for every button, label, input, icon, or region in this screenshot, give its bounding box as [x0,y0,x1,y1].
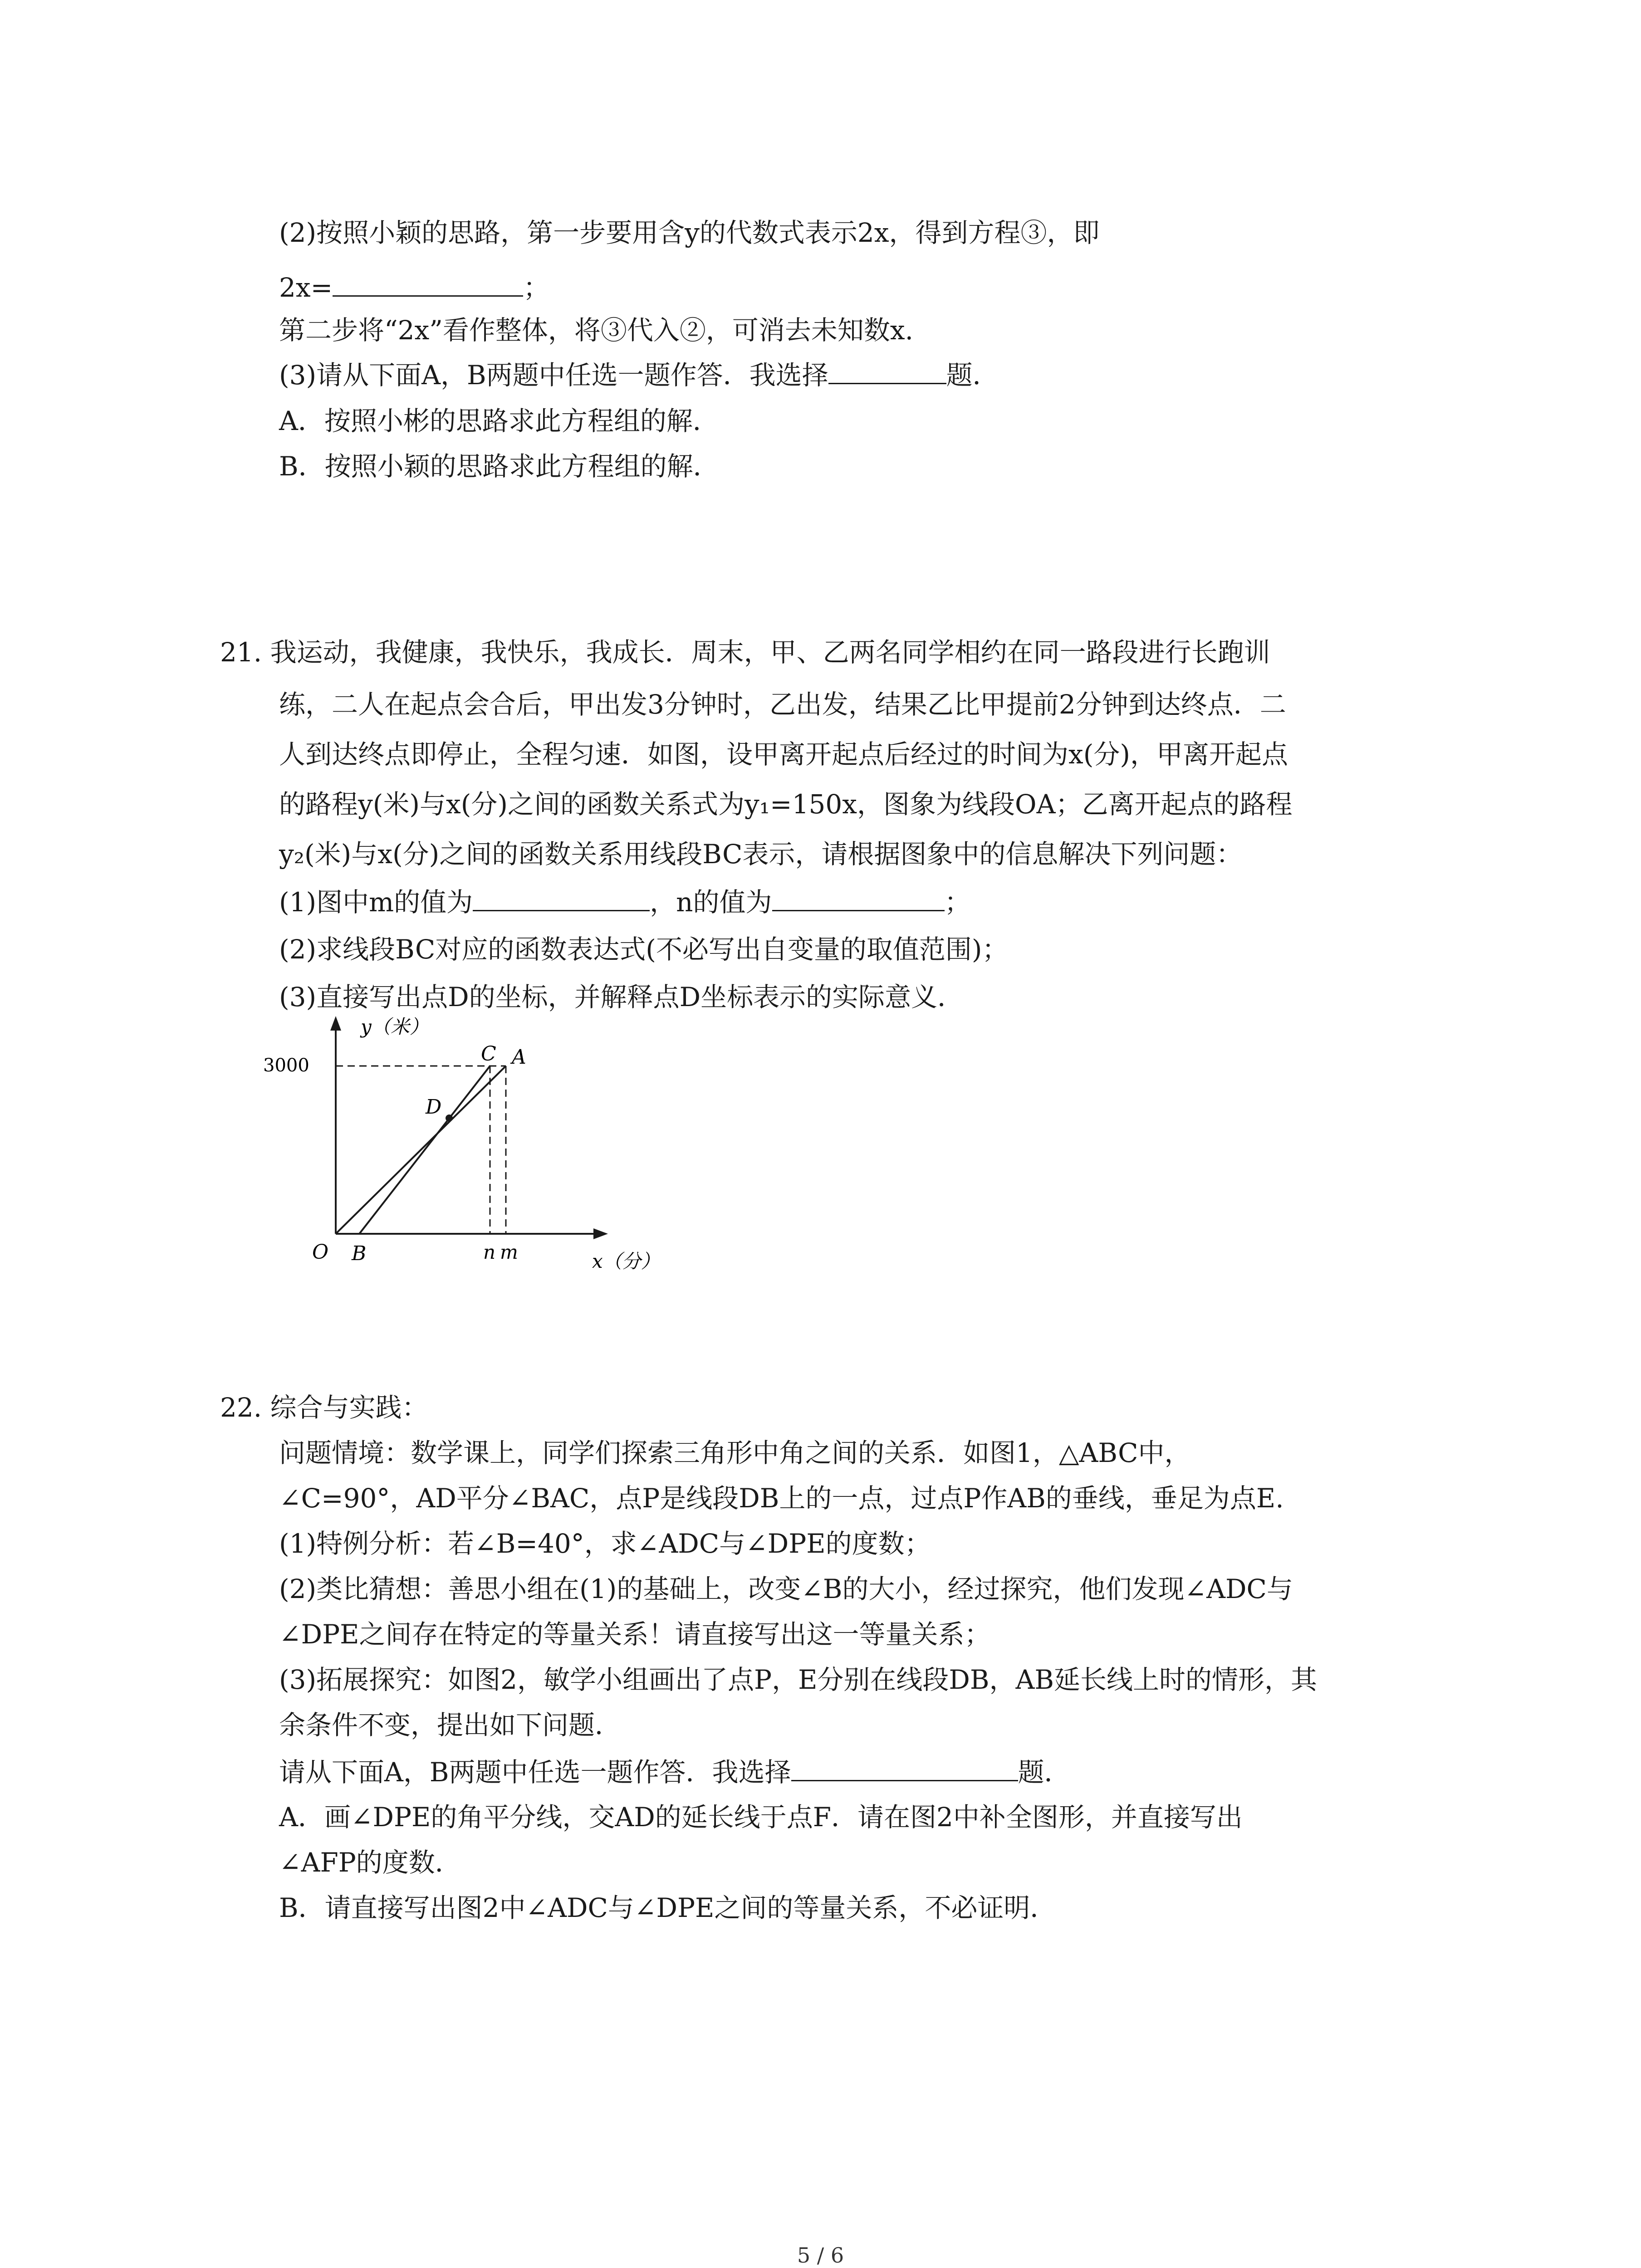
q22-line9 [279,1755,1071,1789]
q21-part1-a: (1)图中m的值为 [279,887,473,918]
q20-part3-suffix: 题． [946,360,999,391]
q22-option-a-line2: ∠AFP的度数． [279,1847,461,1878]
q21-part1-c: ； [944,887,971,918]
q20-part2-equation [279,270,549,305]
q20-part2-line3: 第二步将“2x”看作整体，将③代入②，可消去未知数x. [279,315,914,346]
q22-option-b: B．请直接写出图2中∠ADC与∠DPE之间的等量关系，不必证明． [279,1892,1057,1923]
q22-line3: ∠C=90°，AD平分∠BAC，点P是线段DB上的一点，过点P作AB的垂线，垂足为点E. [279,1483,1284,1514]
q21-part1-b: ，n的值为 [650,887,772,918]
q22-line5: (2)类比猜想：善思小组在(1)的基础上，改变∠B的大小，经过探究，他们发现∠ADC与 [279,1574,1293,1604]
q21-line1: 21. 我运动，我健康，我快乐，我成长．周末，甲、乙两名同学相约在同一路段进行长跑训 [220,637,1270,668]
q20-eq-prefix: 2x= [279,272,333,303]
point-C-label: C [481,1042,496,1066]
q20-option-a: A．按照小彬的思路求此方程组的解． [279,406,719,436]
q22-line6: ∠DPE之间存在特定的等量关系！请直接写出这一等量关系； [279,1619,991,1650]
point-B-label: B [352,1242,367,1265]
q20-option-b: B．按照小颖的思路求此方程组的解． [279,451,720,482]
x-axis-label: x（分） [592,1250,660,1272]
q21-part2: (2)求线段BC对应的函数表达式(不必写出自变量的取值范围)； [279,934,1009,965]
y-axis-arrow [330,1016,341,1031]
q22-line4: (1)特例分析：若∠B=40°，求∠ADC与∠DPE的度数； [279,1528,931,1559]
q22-line2: 问题情境：数学课上，同学们探索三角形中角之间的关系．如图1，△ABC中， [279,1437,1191,1468]
q22-line7: (3)拓展探究：如图2，敏学小组画出了点P，E分别在线段DB，AB延长线上时的情形，其 [279,1664,1318,1695]
q20-choice-blank[interactable] [828,357,946,384]
q21-m-blank[interactable] [473,885,650,911]
x-axis-arrow [593,1228,608,1239]
q22-line1: 22. 综合与实践： [220,1392,428,1423]
q21-n-blank[interactable] [772,885,945,911]
q20-eq-suffix: ； [523,272,550,303]
q20-part2-line1: (2)按照小颖的思路，第一步要用含y的代数式表示2x，得到方程③，即 [279,217,1100,248]
tick-m-label: m [500,1241,518,1263]
q20-part3-prefix: (3)请从下面A，B两题中任选一题作答．我选择 [279,360,828,391]
q20-answer-blank[interactable] [333,270,523,297]
tick-n-label: n [483,1241,496,1263]
q21-graph [254,1012,708,1275]
segment-OA [336,1066,506,1234]
q21-line5: y₂(米)与x(分)之间的函数关系用线段BC表示，请根据图象中的信息解决下列问题： [279,839,1243,870]
y-tick-3000: 3000 [263,1055,309,1076]
q21-line3: 人到达终点即停止，全程匀速．如图，设甲离开起点后经过的时间为x(分)，甲离开起点 [279,739,1288,770]
q21-part1 [279,885,971,919]
segment-BC [359,1066,490,1234]
q20-part3 [279,357,999,392]
point-D-dot [446,1114,453,1122]
q22-line9-prefix: 请从下面A，B两题中任选一题作答．我选择 [279,1757,791,1788]
q22-line9-suffix: 题． [1018,1757,1071,1788]
origin-label: O [312,1241,329,1264]
page-number: 5 / 6 [797,2243,844,2268]
q21-line4: 的路程y(米)与x(分)之间的函数关系式为y₁=150x，图象为线段OA；乙离开起点的路程 [279,789,1293,820]
q22-line8: 余条件不变，提出如下问题． [279,1710,622,1740]
q21-line2: 练，二人在起点会合后，甲出发3分钟时，乙出发，结果乙比甲提前2分钟到达终点．二 [279,689,1286,720]
q22-option-a-line1: A．画∠DPE的角平分线，交AD的延长线于点F．请在图2中补全图形，并直接写出 [279,1802,1243,1833]
y-axis-label: y（米） [361,1016,429,1038]
point-D-label: D [426,1095,442,1119]
q21-part3: (3)直接写出点D的坐标，并解释点D坐标表示的实际意义． [279,982,964,1012]
point-A-label: A [512,1046,526,1069]
q22-choice-blank[interactable] [791,1755,1018,1781]
